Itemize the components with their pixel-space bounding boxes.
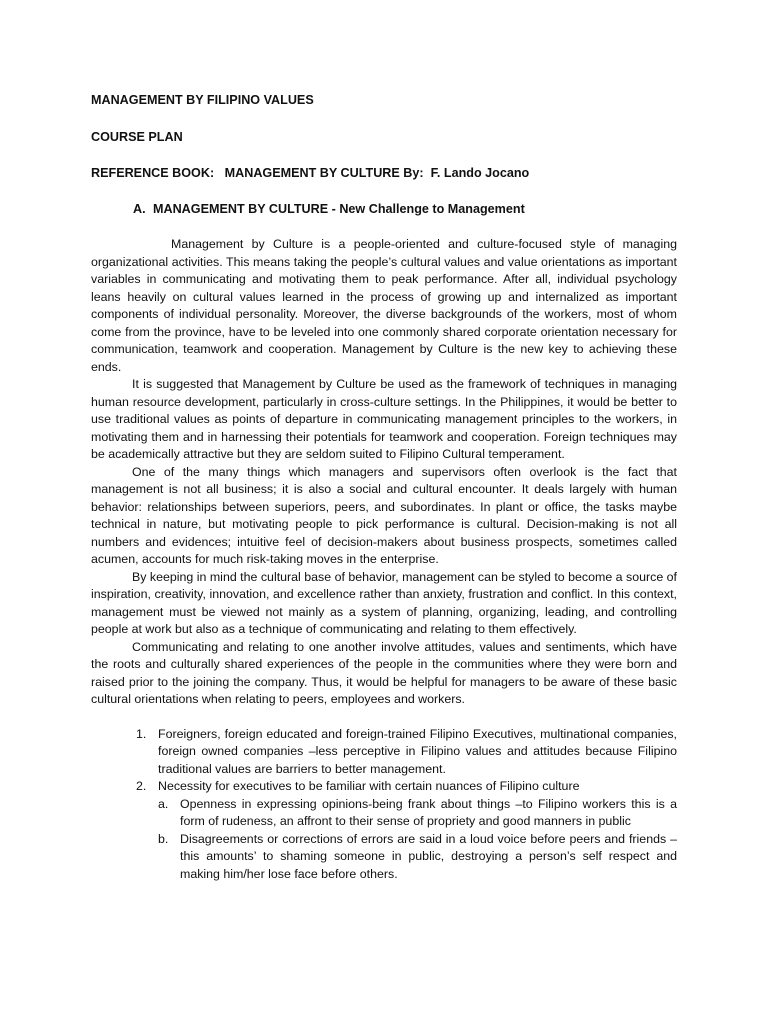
paragraph: Management by Culture is a people-oriented and culture-focused style of managing organizational activities. This means taking the people’s cultural values and value orientations as important variables in communicating and motivating them to peak performance. After all, individual psychology leans heavily on cultural values learned in the process of growing up and internalized as important components of individual personality. Moreover, the diverse backgrounds of the workers, most of whom come from the province, have to be leveled into one commonly shared corporate orientation necessary for communication, teamwork and cooperation. Management by Culture is the new key to achieving these ends. (91, 237, 677, 374)
list-item (91, 726, 677, 779)
sub-list-item-text: Openness in expressing opinions-being frank about things –to Filipino workers this is a form of rudeness, an affront to their sense of propriety and good manners in public (180, 796, 677, 828)
document-title: MANAGEMENT BY FILIPINO VALUES (91, 93, 314, 107)
section-heading (133, 201, 677, 219)
sub-list-item-text: Disagreements or corrections of errors are said in a loud voice before peers and friends – this amounts’ to shaming someone in public, destroying a person’s self respect and making him/her lose face before others. (180, 831, 677, 881)
section-marker: A. (133, 201, 146, 216)
sub-list-item (158, 796, 677, 831)
paragraph: One of the many things which managers and supervisors often overlook is the fact that management is not all business; it is also a social and cultural encounter. It deals largely with human behavior: relationships between superiors, peers, and subordinates. In plant or office, the tasks maybe technical in nature, but motivating people to pick performance is cultural. Decision-making is not all numbers and evidences; intuitive feel of decision-makers about business prospects, sometimes called acumen, accounts for much risk-taking moves in the enterprise. (91, 464, 677, 566)
paragraph: It is suggested that Management by Culture be used as the framework of techniques in managing human resource development, particularly in cross-culture settings. In the Philippines, it would be better to use traditional values as points of departure in communicating management principles to the workers, in motivating them and in harnessing their potentials for teamwork and cooperation. Foreign techniques may be academically attractive but they are seldom suited to Filipino Cultural temperament. (91, 377, 677, 461)
body-text (91, 236, 677, 709)
paragraph: Communicating and relating to one another involve attitudes, values and sentiments, which have the roots and culturally shared experiences of the people in the communities where they were born and raised prior to the joining the company. Thus, it would be helpful for managers to be aware of these basic cultural orientations when relating to peers, employees and workers. (91, 639, 677, 706)
list-number: 1. (136, 726, 147, 741)
list-item-text: Foreigners, foreign educated and foreign-trained Filipino Executives, multinational companies, foreign owned companies –less perceptive in Filipino values and attitudes because Filipino traditional values are barriers to better management. (158, 726, 677, 776)
list-item-text: Necessity for executives to be familiar with certain nuances of Filipino culture (158, 779, 580, 793)
course-plan-heading: COURSE PLAN (91, 129, 183, 144)
reference-book-line: REFERENCE BOOK: MANAGEMENT BY CULTURE By: F. Lando Jocano (91, 166, 530, 180)
paragraph: By keeping in mind the cultural base of behavior, management can be styled to become a source of inspiration, creativity, innovation, and excellence rather than anxiety, frustration and conflict. In this context, management must be viewed not mainly as a system of planning, organizing, leading, and controlling people at work but also as a technique of communicating and relating to them effectively. (91, 569, 677, 636)
numbered-list (91, 726, 677, 884)
sub-list-letter: b. (158, 831, 169, 846)
section-title: MANAGEMENT BY CULTURE - New Challenge to Management (153, 201, 525, 216)
sub-list (158, 796, 677, 884)
list-item (91, 778, 677, 883)
sub-list-item (158, 831, 677, 884)
list-number: 2. (136, 779, 147, 793)
sub-list-letter: a. (158, 796, 169, 811)
